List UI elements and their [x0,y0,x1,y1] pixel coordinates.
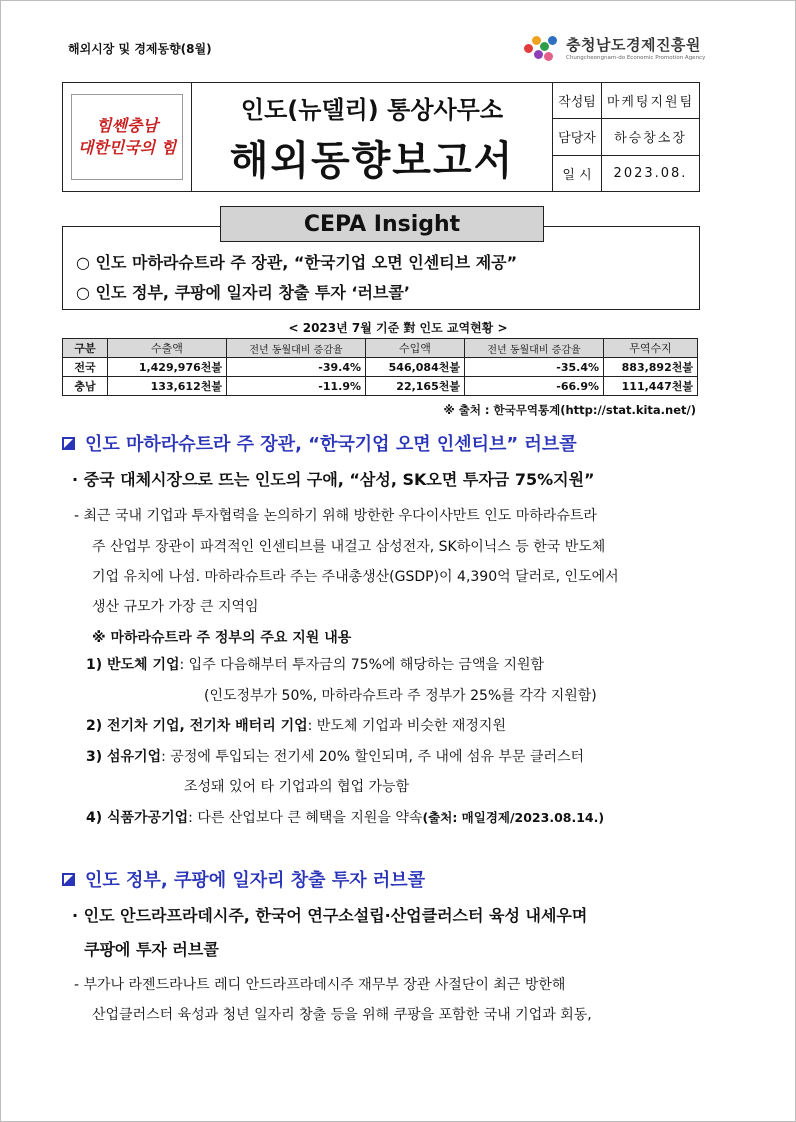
report-title: 해외동향보고서 [229,138,515,184]
table-cell: -11.9% [227,377,366,396]
support-item [204,682,597,710]
support-item-text: : 입주 다음해부터 투자금의 75%에 해당하는 금액을 지원함 [179,657,545,673]
table-cell: 111,447천불 [604,377,698,396]
table-cell: 883,892천불 [604,358,698,377]
column-header: 수출액 [108,339,227,358]
table-cell: -39.4% [227,358,366,377]
section-square-icon [62,437,75,450]
support-item [184,773,409,801]
support-item-text: : 공정에 투입되는 전기세 20% 할인되며, 주 내에 섬유 부문 클러스터 [161,749,585,765]
org-logo [520,32,705,62]
table-row [63,377,698,396]
support-item-label: 3) 섬유기업 [86,749,162,765]
table-cell: 충남 [63,377,108,396]
support-item [86,712,506,740]
trade-table [62,338,698,396]
table-cell: 1,429,976천불 [108,358,227,377]
section-subheading: 쿠팡에 투자 러브콜 [84,940,219,959]
meta-row [553,156,699,191]
paragraph-line: 기업 유치에 나섬. 마하라슈트라 주는 주내총생산(GSDP)이 4,390억 달러로, 인도에서 [92,569,619,585]
section-heading [62,866,425,892]
table-cell: 22,165천불 [366,377,465,396]
support-item [86,651,544,679]
column-header: 무역수지 [604,339,698,358]
meta-value: 하승창소장 [614,131,687,147]
support-item-text: : 다른 산업보다 큰 혜택을 지원을 약속 [188,810,423,826]
section-square-icon [62,873,75,886]
column-header: 전년 동월대비 증감율 [465,339,604,358]
paragraph-line: 생산 규모가 가장 큰 지역임 [92,599,259,615]
section-heading-text: 인도 정부, 쿠팡에 일자리 창출 투자 러브콜 [85,870,426,891]
table-cell: 546,084천불 [366,358,465,377]
trade-source: ※ 출처 : 한국무역통계(http://stat.kita.net/) [443,403,696,417]
support-item-label: 2) 전기차 기업, 전기차 배터리 기업 [86,718,308,734]
brand-logo [71,94,183,180]
support-item [86,804,604,832]
office-title: 인도(뉴델리) 통상사무소 [240,96,504,124]
org-subtitle: Chungcheongnam-do Economic Promotion Agency [566,54,706,61]
support-note: ※ 마하라슈트라 주 정부의 주요 지원 내용 [92,630,352,646]
paragraph-line: 주 산업부 장관이 파격적인 인센티브를 내걸고 삼성전자, SK하이닉스 등 한국 반도체 [92,539,606,555]
section-subheading: · 인도 안드라프라데시주, 한국어 연구소설립·산업클러스터 육성 내세우며 [72,906,588,925]
cepa-bullet: ○ 인도 마하라슈트라 주 장관, “한국기업 오면 인센티브 제공” [76,253,518,272]
meta-key: 담당자 [553,119,602,154]
paragraph-line: - 부가나 라젠드라나트 레디 안드라프라데시주 재무부 장관 사절단이 최근 방한해 [74,977,566,993]
column-header: 구분 [63,339,108,358]
meta-value: 2023.08. [613,165,688,181]
section-heading [62,430,577,456]
cepa-bullet: ○ 인도 정부, 쿠팡에 일자리 창출 투자 ‘러브콜’ [76,283,410,302]
support-item-label: 1) 반도체 기업 [86,657,180,673]
table-cell: 전국 [63,358,108,377]
table-header-row [63,339,698,358]
title-cell [192,83,553,191]
support-item-text: : 반도체 기업과 비슷한 재정지원 [307,718,506,734]
meta-key: 작성팀 [553,83,602,118]
column-header: 전년 동월대비 증감율 [227,339,366,358]
brand-cell [63,83,192,191]
trade-table-title: < 2023년 7월 기준 對 인도 교역현황 > [288,321,508,335]
brand-line-1: 힘쎈충남 [96,116,158,135]
meta-row [553,83,699,119]
paragraph-line: 산업클러스터 육성과 청년 일자리 창출 등을 위해 쿠팡을 포함한 국내 기업과 회동, [92,1007,592,1023]
section-heading-text: 인도 마하라슈트라 주 장관, “한국기업 오면 인센티브” 러브콜 [85,434,577,455]
support-item-text: 조성돼 있어 타 기업과의 협업 가능함 [184,779,410,795]
cepa-tab: CEPA Insight [220,206,544,242]
support-item-text: (인도정부가 50%, 마하라슈트라 주 정부가 25%를 각각 지원함) [204,688,597,704]
paragraph-line: - 최근 국내 기업과 투자협력을 논의하기 위해 방한한 우다이사만트 인도 마하라슈트라 [74,508,597,524]
support-item-source: (출처: 매일경제/2023.08.14.) [422,810,605,825]
support-item [86,743,584,771]
org-name: 충청남도경제진흥원 [566,35,701,54]
column-header: 수입액 [366,339,465,358]
meta-value: 마케팅지원팀 [606,95,695,111]
table-row [63,358,698,377]
brand-line-2: 대한민국의 힘 [77,138,177,157]
meta-row [553,119,699,155]
meta-table [553,83,699,191]
support-item-label: 4) 식품가공기업 [86,810,189,826]
document-label: 해외시장 및 경제동향(8월) [68,42,212,56]
table-cell: 133,612천불 [108,377,227,396]
section-subheading: · 중국 대체시장으로 뜨는 인도의 구애, “삼성, SK오면 투자금 75%지원” [72,470,595,489]
org-emblem-icon [520,32,560,62]
table-cell: -66.9% [465,377,604,396]
table-cell: -35.4% [465,358,604,377]
title-block [62,82,700,192]
meta-key: 일 시 [553,156,602,191]
